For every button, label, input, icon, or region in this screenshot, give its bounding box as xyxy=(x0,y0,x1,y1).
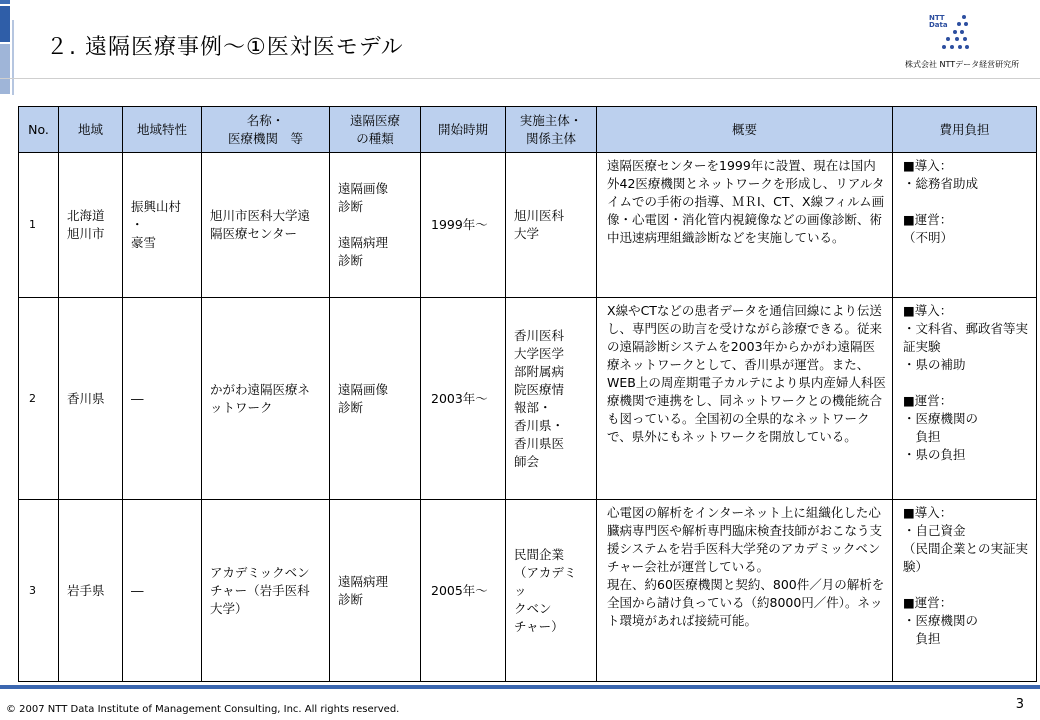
telemedicine-cases-table xyxy=(18,106,1037,682)
cell-region: 北海道 旭川市 xyxy=(59,153,123,298)
ntt-data-logo-icon xyxy=(928,12,970,52)
table-row xyxy=(19,298,1037,500)
cell-type: 遠隔画像 診断 遠隔病理 診断 xyxy=(330,153,421,298)
column-header-characteristics: 地域特性 xyxy=(123,107,202,153)
table-header-row xyxy=(19,107,1037,153)
footer-bar xyxy=(0,685,1040,689)
page-title: ２. 遠隔医療事例～①医対医モデル xyxy=(46,35,404,60)
company-name: 株式会社 NTTデータ経営研究所 xyxy=(905,60,1020,69)
cell-start: 1999年～ xyxy=(421,153,506,298)
table-row xyxy=(19,500,1037,682)
svg-text:NTT: NTT xyxy=(929,14,945,22)
cell-summary: 心電図の解析をインターネット上に組織化した心臓病専門医や解析専門臨床検査技師がおこなう支援システムを岩手医科大学発のアカデミックベンチャー会社が運営している。 現在、約60医療機関と契約、800件／月の解析を全国から請け負っている（約8000円／件）。ネット環境があれば接続可能。 xyxy=(597,500,893,682)
cell-cost: ■導入： ・文科省、郵政省等実証実験 ・県の補助 ■運営： ・医療機関の 負担 ・県の負担 xyxy=(893,298,1037,500)
cell-operator: 民間企業 （アカデミッ クベン チャー） xyxy=(506,500,597,682)
left-accent-bar xyxy=(0,0,10,95)
left-divider xyxy=(12,20,14,95)
column-header-operator: 実施主体・ 関係主体 xyxy=(506,107,597,153)
column-header-type: 遠隔医療 の種類 xyxy=(330,107,421,153)
table-row xyxy=(19,153,1037,298)
svg-text:Data: Data xyxy=(929,21,948,29)
cell-name: かがわ遠隔医療ネットワーク xyxy=(202,298,330,500)
cell-operator: 旭川医科 大学 xyxy=(506,153,597,298)
cell-region: 香川県 xyxy=(59,298,123,500)
column-header-name: 名称・ 医療機関 等 xyxy=(202,107,330,153)
cell-name: 旭川市医科大学遠隔医療センター xyxy=(202,153,330,298)
cell-start: 2003年～ xyxy=(421,298,506,500)
cell-operator: 香川医科 大学医学 部附属病 院医療情 報部・ 香川県・ 香川県医 師会 xyxy=(506,298,597,500)
column-header-summary: 概要 xyxy=(597,107,893,153)
copyright-text: © 2007 NTT Data Institute of Management Consulting, Inc. All rights reserved. xyxy=(6,704,400,715)
cell-name: アカデミックベンチャー（岩手医科大学） xyxy=(202,500,330,682)
page-number: 3 xyxy=(1015,697,1024,712)
cell-cost: ■導入： ・自己資金 （民間企業との実証実験） ■運営： ・医療機関の 負担 xyxy=(893,500,1037,682)
company-logo xyxy=(905,12,1030,72)
cell-characteristics: 振興山村 ・ 豪雪 xyxy=(123,153,202,298)
cell-start: 2005年～ xyxy=(421,500,506,682)
cell-no: 3 xyxy=(19,500,59,682)
cell-no: 1 xyxy=(19,153,59,298)
cell-type: 遠隔病理 診断 xyxy=(330,500,421,682)
cell-region: 岩手県 xyxy=(59,500,123,682)
header-divider xyxy=(0,78,1040,79)
cell-type: 遠隔画像 診断 xyxy=(330,298,421,500)
column-header-cost: 費用負担 xyxy=(893,107,1037,153)
column-header-region: 地域 xyxy=(59,107,123,153)
cell-cost: ■導入： ・総務省助成 ■運営： （不明） xyxy=(893,153,1037,298)
cell-no: 2 xyxy=(19,298,59,500)
cell-characteristics: ― xyxy=(123,298,202,500)
cell-characteristics: ― xyxy=(123,500,202,682)
cell-summary: 遠隔医療センターを1999年に設置、現在は国内外42医療機関とネットワークを形成し、リアルタイムでの手術の指導、ＭＲI、CT、X線フィルム画像・心電図・消化管内視鏡像などの画像診断、術中迅速病理組織診断などを実施している。 xyxy=(597,153,893,298)
column-header-no: No. xyxy=(19,107,59,153)
column-header-start: 開始時期 xyxy=(421,107,506,153)
cell-summary: X線やCTなどの患者データを通信回線により伝送し、専門医の助言を受けながら診療できる。従来の遠隔診断システムを2003年からかがわ遠隔医療ネットワークとして、香川県が運営。また、WEB上の周産期電子カルテにより県内産婦人科医療機関で連携をし、同ネットワークとの機能統合も図っている。全国初の全県的なネットワークで、県外にもネットワークを開放している。 xyxy=(597,298,893,500)
